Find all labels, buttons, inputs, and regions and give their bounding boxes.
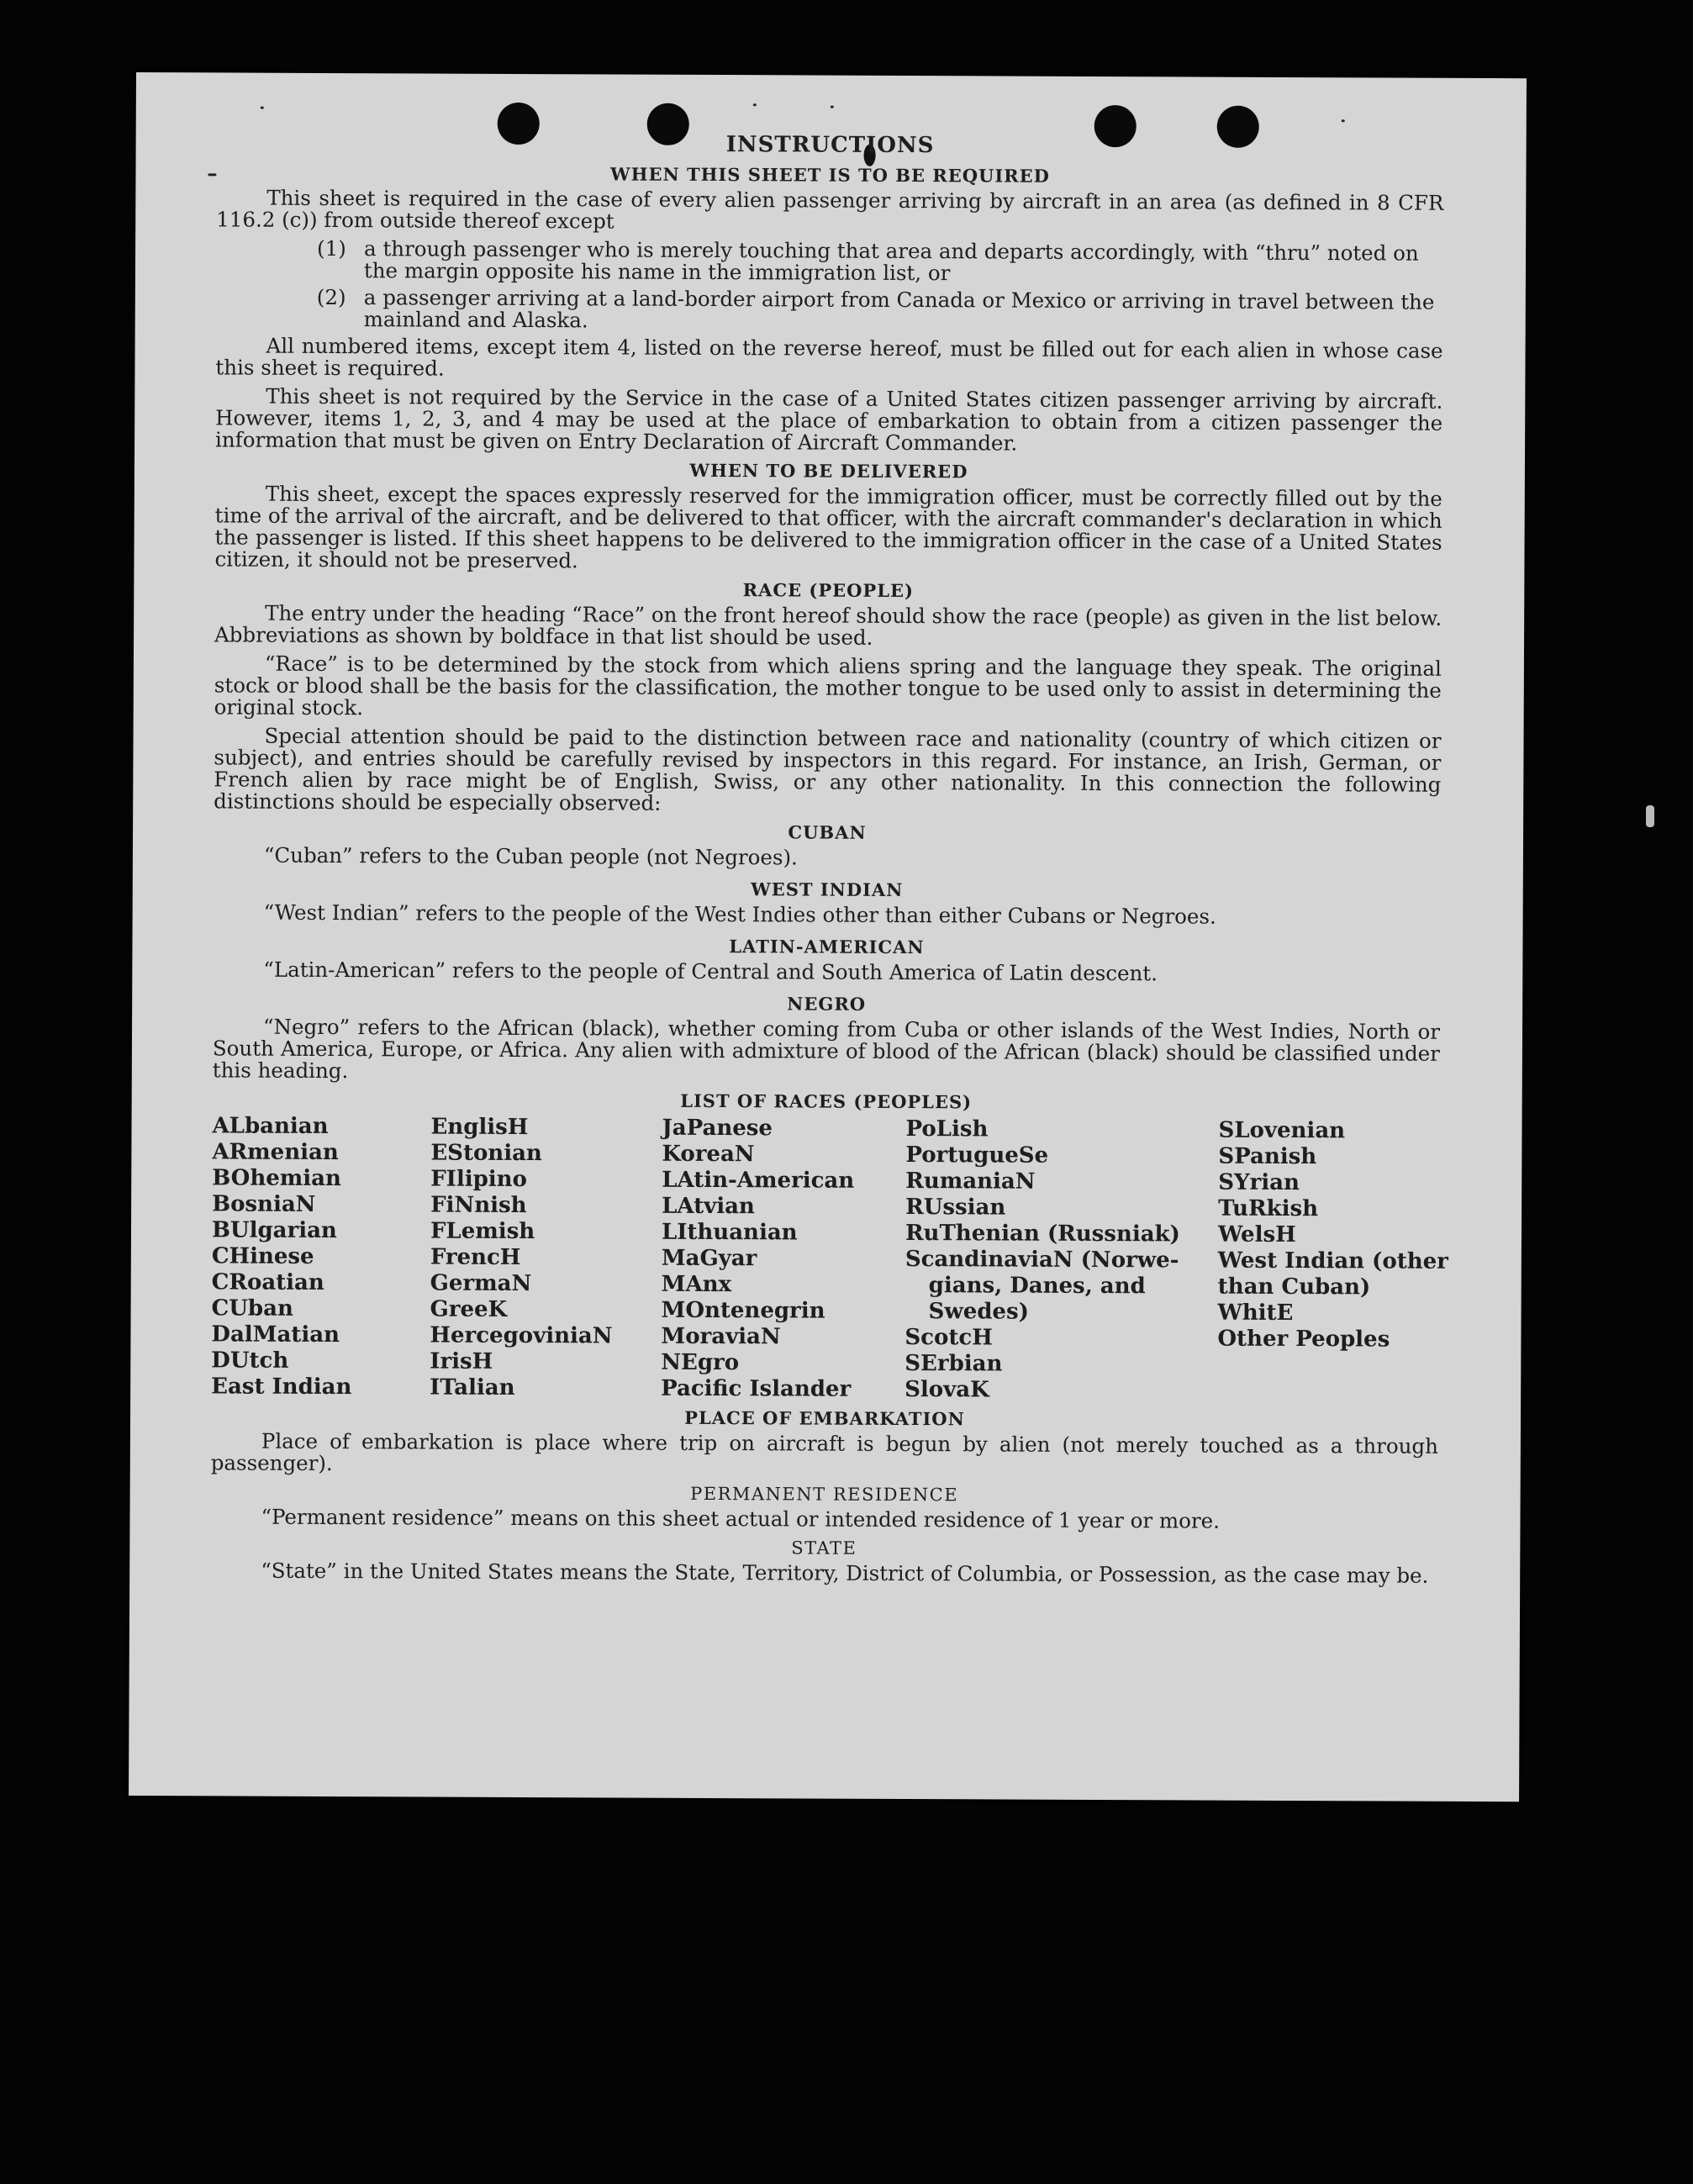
race-entry: GreeK: [430, 1296, 508, 1322]
race-entry: MAnx: [661, 1271, 732, 1298]
race-entry: DalMatian: [211, 1321, 340, 1348]
race-entry: JaPanese: [662, 1115, 773, 1142]
race-entry: RuThenian (Russniak): [905, 1221, 1180, 1248]
scan-speck: [261, 107, 264, 109]
race-paragraph: “Race” is to be determined by the stock from which aliens spring and the language they speak. The original stock or blood shall be the basis for the classification, the mother tongue to be used only to assist in determining the original stock.: [214, 651, 1442, 720]
race-entry: FLemish: [430, 1218, 535, 1245]
scan-edge-mark: [1646, 805, 1654, 827]
race-entry: EStonian: [430, 1140, 542, 1167]
race-entry: PortugueSe: [905, 1142, 1049, 1168]
item-number: (2): [316, 284, 346, 310]
item-number: (1): [317, 235, 346, 261]
race-entry: East Indian: [211, 1374, 352, 1401]
race-entry: WelsH: [1217, 1221, 1296, 1248]
race-entry: WhitE: [1217, 1300, 1294, 1327]
race-entry: SPanish: [1218, 1143, 1317, 1170]
negro-definition: “Negro” refers to the African (black), whether coming from Cuba or other islands of the West Indies, North or South America, Europe, or Africa. Any alien with admixture of blood of the African (black) should be classified under this heading.: [212, 1014, 1441, 1084]
required-paragraph: All numbered items, except item 4, listed on the reverse hereof, must be filled out for each alien in whose case this sheet is required.: [215, 333, 1443, 381]
race-entry: West Indian (other: [1217, 1248, 1448, 1274]
race-paragraph: The entry under the heading “Race” on the front hereof should show the race (people) as given in the list below. Abbreviations as shown by boldface in that list should be used.: [214, 600, 1442, 650]
race-entry: LIthuanian: [661, 1219, 798, 1246]
section-heading-delivered: WHEN TO BE DELIVERED: [689, 459, 968, 483]
race-entry: KoreaN: [662, 1141, 755, 1168]
exception-item: [317, 235, 1443, 287]
race-entry: Pacific Islander: [661, 1375, 852, 1402]
race-entry: MOntenegrin: [661, 1297, 825, 1324]
state-paragraph: “State” in the United States means the State, Territory, District of Columbia, or Possession, as the case may be.: [261, 1558, 1429, 1588]
race-entry: ScotcH: [905, 1325, 993, 1351]
races-column: [661, 1116, 905, 1403]
races-column: [430, 1115, 662, 1402]
race-entry: SLovenian: [1218, 1117, 1346, 1144]
scan-speck: [753, 103, 757, 106]
race-entry: Swedes): [928, 1299, 1030, 1325]
race-entry: LAtvian: [662, 1193, 755, 1220]
race-entry: FIlipino: [430, 1166, 528, 1193]
race-entry: GermaN: [430, 1270, 532, 1297]
race-entry: MaGyar: [661, 1245, 757, 1272]
section-heading-cuban: CUBAN: [788, 821, 867, 843]
race-entry: Other Peoples: [1217, 1326, 1390, 1353]
race-entry: gians, Danes, and: [928, 1273, 1146, 1300]
race-entry: BosniaN: [212, 1191, 316, 1217]
item-text: a passenger arriving at a land-border airport from Canada or Mexico or arriving in travel between the mainland and Alaska.: [363, 285, 1435, 333]
race-entry: TuRkish: [1218, 1195, 1319, 1222]
race-entry: DUtch: [211, 1348, 289, 1374]
document-sheet: [129, 72, 1527, 1802]
race-entry: LAtin-American: [662, 1167, 855, 1194]
document-title: INSTRUCTIONS: [725, 132, 935, 159]
section-heading-state: STATE: [791, 1538, 857, 1559]
section-heading-west-indian: WEST INDIAN: [751, 878, 904, 900]
required-paragraph: This sheet is not required by the Service in the case of a United States citizen passenger arriving by aircraft. However, items 1, 2, 3, and 4 may be used at the place of embarkation to obtain from a citizen passenger the information that must be given on Entry Declaration of Aircraft Commander.: [215, 383, 1443, 456]
embarkation-paragraph: Place of embarkation is place where trip on aircraft is begun by alien (not merely touched as a through passenger).: [210, 1428, 1438, 1476]
delivered-paragraph: This sheet, except the spaces expressly reserved for the immigration officer, must be correctly filled out by the time of the arrival of the aircraft, and be delivered to that officer, with the aircraft commander's declaration in which the passenger is listed. If this sheet happens to be delivered to the immigration officer in the case of a United States citizen, it should not be preserved.: [214, 481, 1442, 573]
race-entry: IrisH: [430, 1348, 493, 1374]
race-entry: FrencH: [430, 1244, 521, 1271]
west-indian-definition: “West Indian” refers to the people of the West Indies other than either Cubans or Negroes.: [263, 899, 1216, 929]
race-entry: than Cuban): [1217, 1274, 1371, 1300]
required-intro: This sheet is required in the case of every alien passenger arriving by aircraft in an area (as defined in 8 CFR 116.2 (c)) from outside thereof except: [216, 185, 1444, 234]
instructions-content: [210, 131, 1448, 1593]
section-heading-list-of-races: LIST OF RACES (PEOPLES): [680, 1089, 973, 1113]
race-entry: PoLish: [905, 1116, 989, 1142]
race-entry: FiNnish: [430, 1192, 527, 1219]
race-entry: RumaniaN: [905, 1168, 1036, 1195]
race-entry: BUlgarian: [211, 1217, 337, 1244]
race-entry: ALbanian: [212, 1113, 329, 1140]
scan-speck: [208, 173, 216, 176]
item-text: a through passenger who is merely touching that area and departs accordingly, with “thru” noted on the margin opposite his name in the immigration list, or: [363, 236, 1419, 286]
cuban-definition: “Cuban” refers to the Cuban people (not Negroes).: [263, 842, 798, 870]
race-entry: EnglisH: [430, 1114, 529, 1141]
section-heading-race: RACE (PEOPLE): [742, 579, 915, 602]
section-heading-latin-american: LATIN-AMERICAN: [729, 936, 925, 958]
race-entry: NEgro: [661, 1349, 740, 1376]
section-heading-required: WHEN THIS SHEET IS TO BE REQUIRED: [610, 163, 1050, 187]
latin-american-definition: “Latin-American” refers to the people of Central and South America of Latin descent.: [263, 957, 1158, 986]
race-entry: ScandinaviaN (Norwe-: [905, 1247, 1179, 1274]
race-entry: HercegoviniaN: [430, 1322, 613, 1349]
race-entry: SErbian: [905, 1351, 1003, 1377]
race-entry: MoraviaN: [661, 1323, 781, 1350]
exception-item: [316, 284, 1443, 335]
race-entry: CRoatian: [211, 1269, 324, 1295]
section-heading-embarkation: PLACE OF EMBARKATION: [684, 1406, 965, 1430]
scan-speck: [1342, 119, 1345, 122]
race-entry: SlovaK: [905, 1377, 989, 1403]
race-entry: ITalian: [430, 1374, 515, 1401]
residence-paragraph: “Permanent residence” means on this sheet actual or intended residence of 1 year or more.: [261, 1504, 1220, 1533]
section-heading-negro: NEGRO: [787, 993, 867, 1015]
races-column: [1217, 1117, 1448, 1406]
race-paragraph: Special attention should be paid to the distinction between race and nationality (country of which citizen or subject), and entries should be carefully revised by inspectors in this regard. For instance, an Irish, German, or French alien by race might be of English, Swiss, or any other nationality. In this connection the following distinctions should be especially observed:: [214, 723, 1442, 815]
races-list: [211, 1113, 1448, 1405]
section-heading-residence: PERMANENT RESIDENCE: [690, 1483, 959, 1506]
races-column: [211, 1113, 430, 1401]
race-entry: ARmenian: [212, 1139, 339, 1166]
race-entry: CHinese: [211, 1243, 314, 1269]
race-entry: CUban: [211, 1295, 293, 1321]
race-entry: RUssian: [905, 1195, 1006, 1221]
race-entry: BOhemian: [212, 1165, 342, 1192]
races-column: [905, 1116, 1218, 1405]
race-entry: SYrian: [1218, 1169, 1300, 1196]
scan-speck: [831, 106, 834, 108]
